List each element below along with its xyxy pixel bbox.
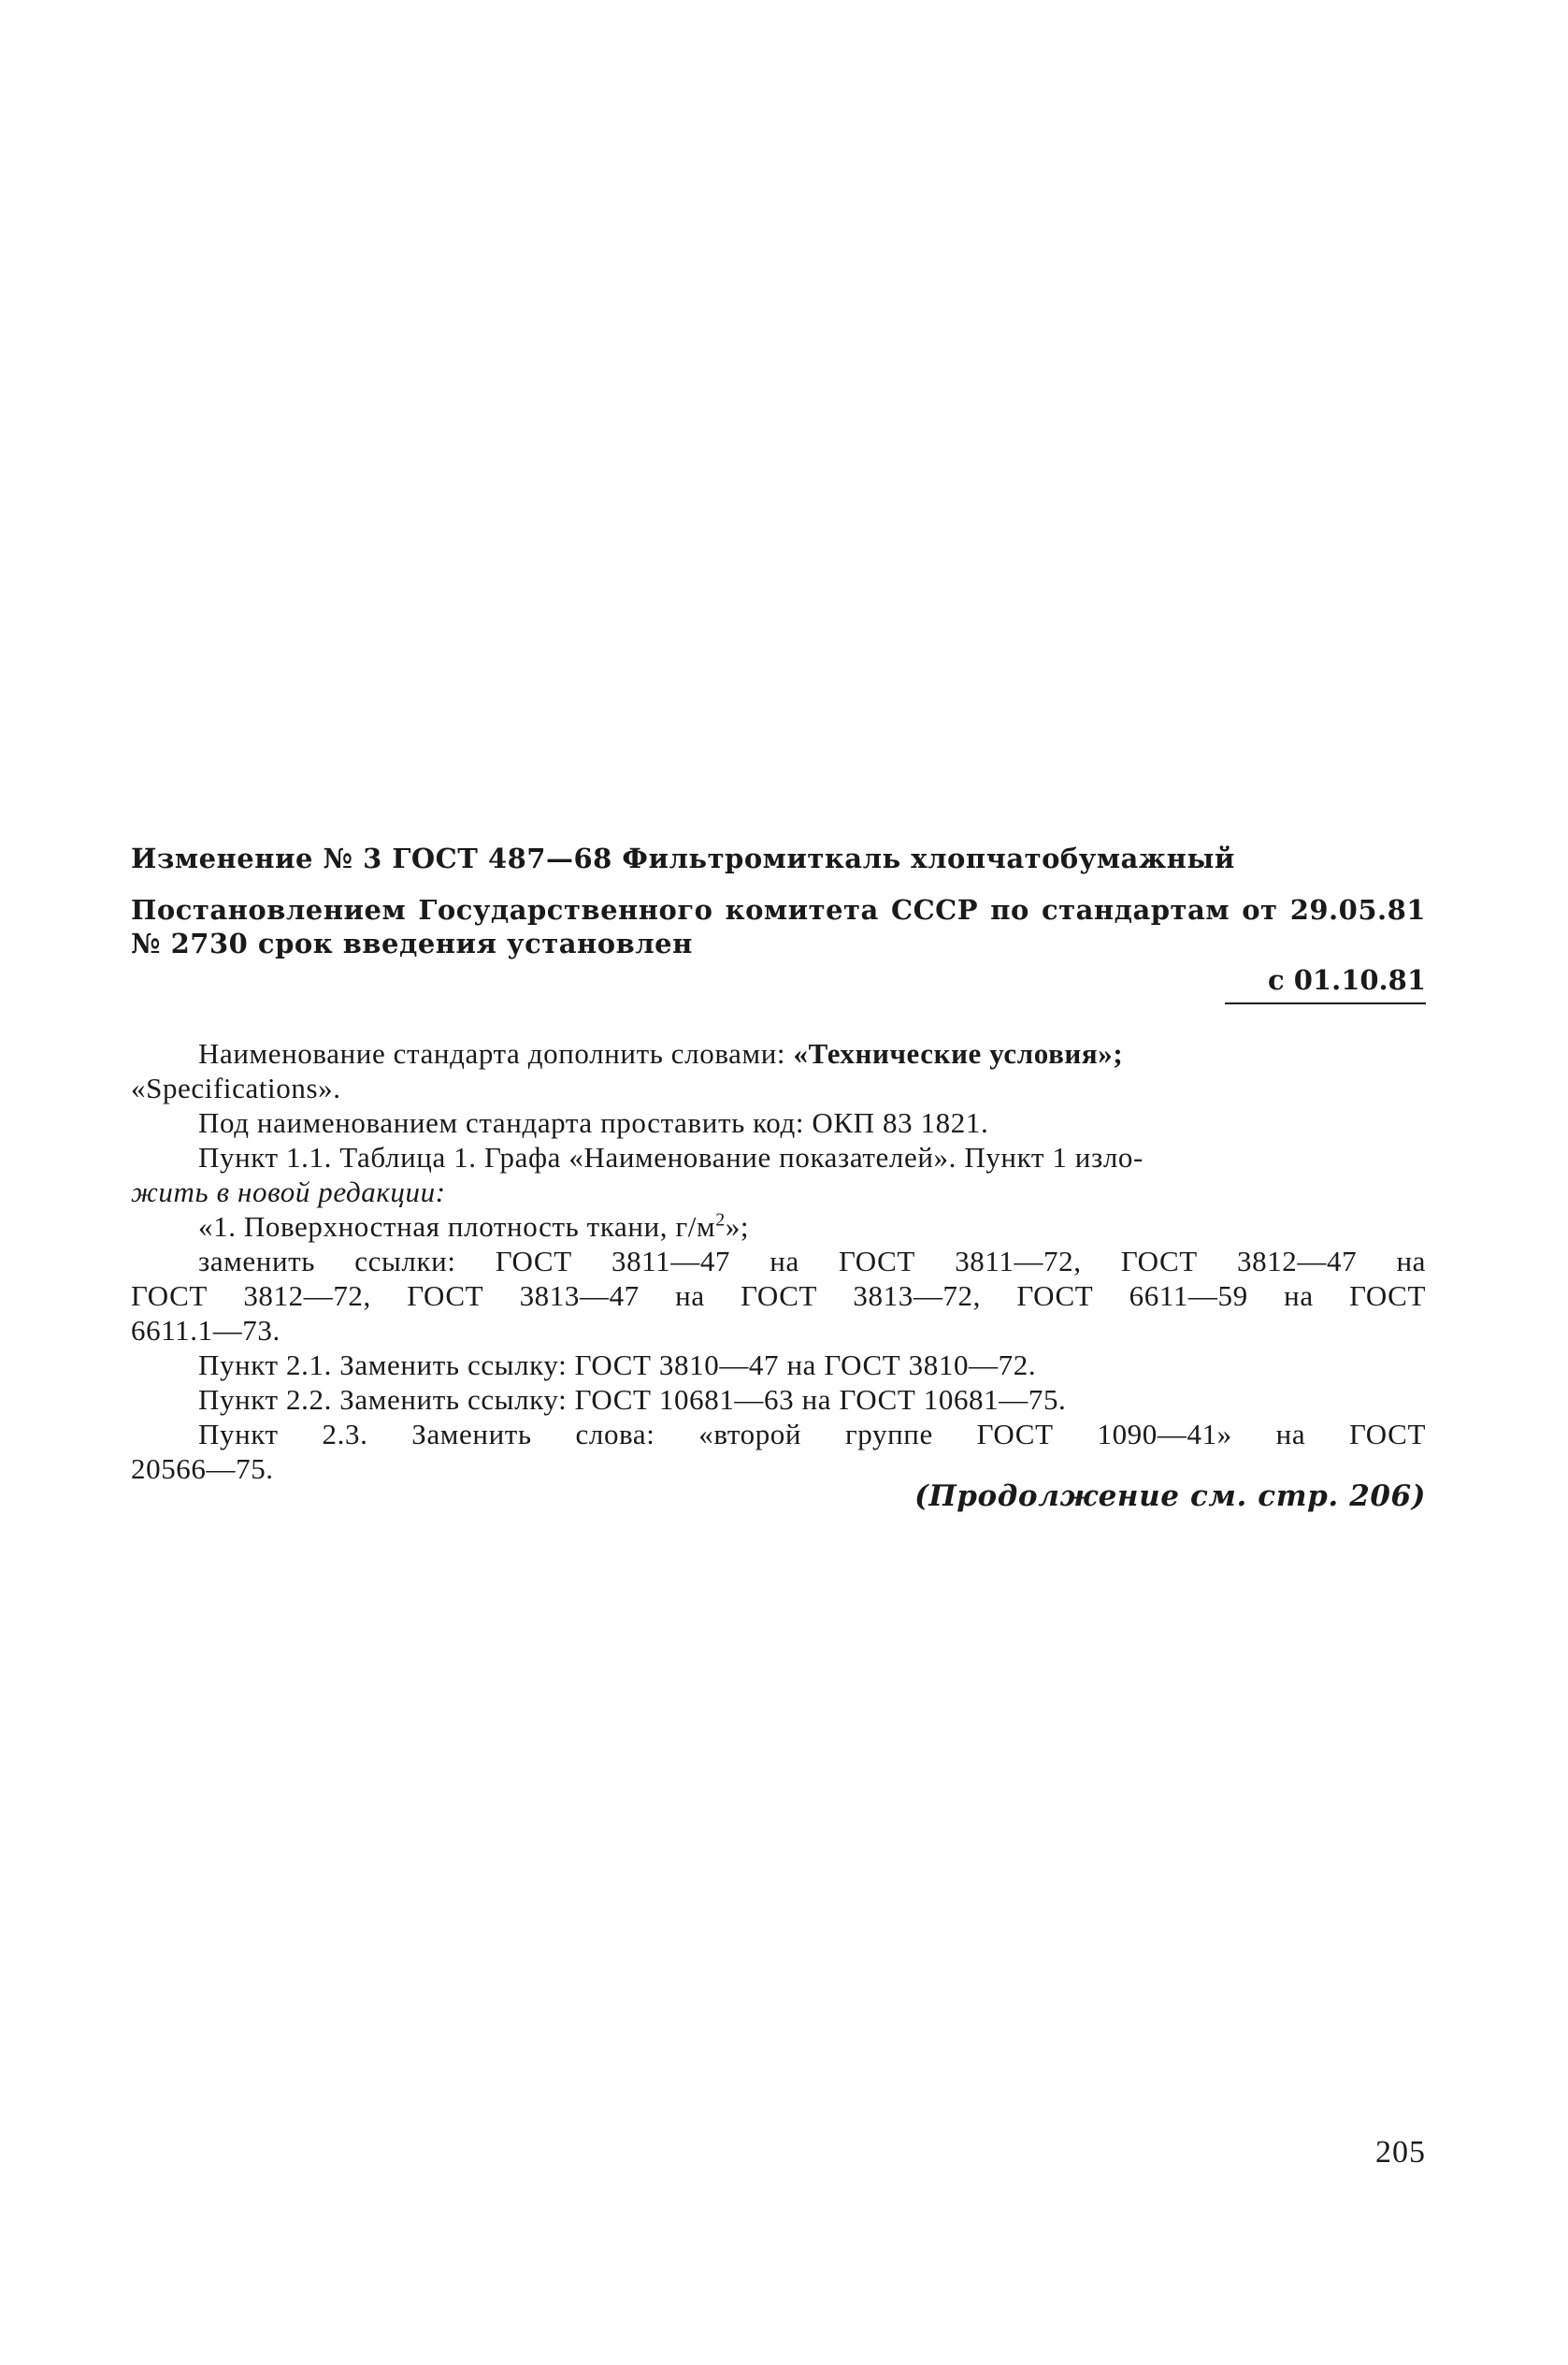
decree-word: СССР — [891, 894, 979, 926]
amendment-title-text: Изменение № 3 ГОСТ 487—68 Фильтромиткаль хлопчатобумажный — [131, 843, 1235, 874]
paragraph-point-2-2: Пункт 2.2. Заменить ссылку: ГОСТ 10681—63 на ГОСТ 10681—75. — [198, 1383, 1067, 1416]
paragraph-okp-code: Под наименованием стандарта проставить код: ОКП 83 1821. — [198, 1106, 989, 1139]
paragraph-text: «1. Поверхностная плотность ткани, г/м — [198, 1210, 716, 1243]
effective-date: с 01.10.81 — [1225, 963, 1426, 1004]
paragraph-text: «Specifications». — [131, 1072, 341, 1104]
decree-word: стандартам — [1042, 894, 1230, 926]
paragraph-references-line-3: 6611.1—73. — [131, 1314, 281, 1347]
paragraph-point-2-3: Пункт 2.3. Заменить слова: «второй группе ГОСТ 1090—41» на ГОСТ — [198, 1418, 1426, 1450]
decree-word: Постановлением — [131, 894, 407, 926]
superscript: 2 — [715, 1209, 726, 1231]
paragraph-point-2-1: Пункт 2.1. Заменить ссылку: ГОСТ 3810—47 на ГОСТ 3810—72. — [198, 1348, 1037, 1381]
paragraph-text: Пункт 1.1. Таблица 1. Графа «Наименование показателей». Пункт 1 изло- — [198, 1141, 1144, 1174]
paragraph-text: »; — [725, 1210, 750, 1243]
paragraph-references-line-2: ГОСТ 3812—72, ГОСТ 3813—47 на ГОСТ 3813—72, ГОСТ 6611—59 на ГОСТ — [131, 1279, 1426, 1312]
paragraph-text: Наименование стандарта дополнить словами: — [198, 1037, 794, 1070]
decree-word: по — [990, 894, 1029, 926]
decree-statement — [131, 893, 1426, 960]
paragraph-point-2-3-end: 20566—75. — [131, 1452, 274, 1485]
paragraph-name-change — [131, 1036, 1426, 1105]
decree-date: 29.05.81 — [1289, 894, 1426, 926]
page-number: 205 — [1375, 2135, 1426, 2170]
decree-word: комитета — [725, 894, 879, 926]
decree-line-2: № 2730 срок введения установлен — [131, 928, 693, 959]
decree-word: Государственного — [418, 894, 713, 926]
decree-word: от — [1242, 894, 1278, 926]
amendment-title — [131, 842, 1426, 875]
paragraph-italic-text: жить в новой редакции: — [131, 1175, 446, 1208]
decree-line-1 — [131, 893, 1426, 927]
paragraph-bold-text: «Технические условия»; — [793, 1037, 1124, 1070]
paragraph-point-1-1 — [131, 1140, 1426, 1209]
continuation-note: (Продолжение см. стр. 206) — [914, 1479, 1426, 1513]
amendment-body — [131, 1036, 1426, 1486]
paragraph-density — [131, 1209, 1426, 1244]
paragraph-references-line-1: заменить ссылки: ГОСТ 3811—47 на ГОСТ 3811—72, ГОСТ 3812—47 на — [198, 1245, 1426, 1277]
